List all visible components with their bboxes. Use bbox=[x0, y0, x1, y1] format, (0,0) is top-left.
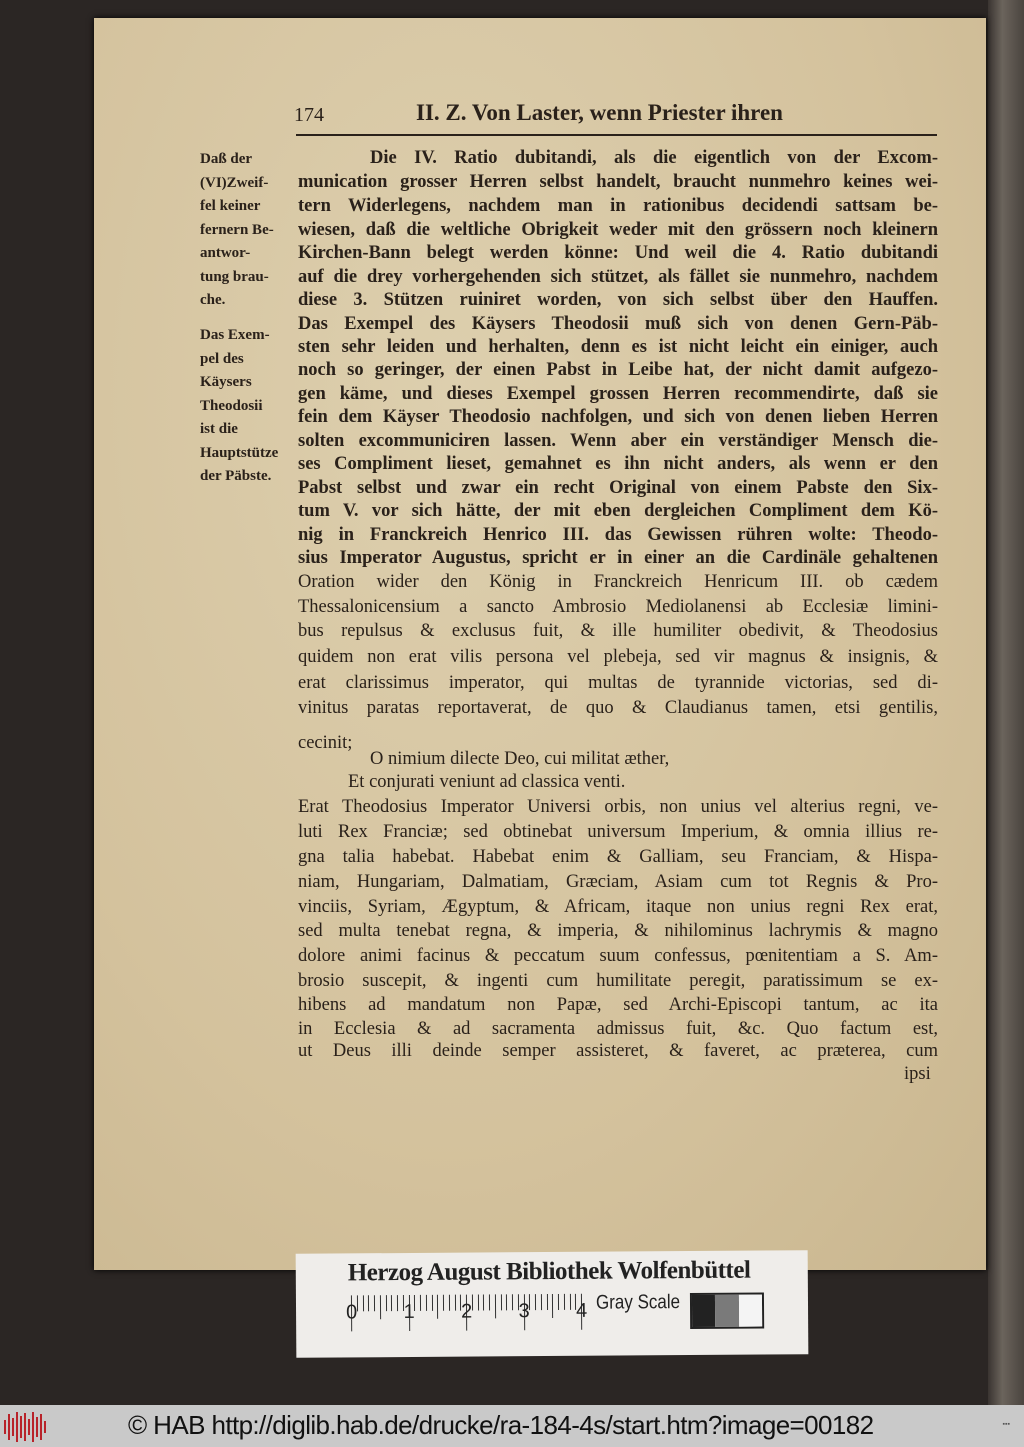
margin-note-line: tung brau- bbox=[200, 268, 269, 285]
ruler-tick bbox=[483, 1294, 484, 1310]
logo-bar bbox=[12, 1418, 14, 1436]
ruler-tick bbox=[374, 1295, 375, 1311]
gray-patch bbox=[715, 1295, 739, 1327]
library-name: Herzog August Bibliothek Wolfenbüttel bbox=[347, 1256, 751, 1287]
ruler-tick bbox=[569, 1294, 570, 1310]
body-text-line: in Ecclesia & ad sacramenta admissus fuit, &c. Quo factum est, bbox=[298, 1019, 938, 1039]
hab-logo-icon bbox=[4, 1411, 46, 1443]
logo-bar bbox=[4, 1420, 6, 1434]
ruler-tick bbox=[489, 1294, 490, 1310]
color-reference-card bbox=[296, 1250, 809, 1358]
logo-bar bbox=[44, 1421, 46, 1433]
header-rule bbox=[296, 134, 937, 136]
body-text-line: ut Deus illi deinde semper assisteret, & faveret, ac præterea, cum bbox=[298, 1041, 938, 1061]
running-title: II. Z. Von Laster, wenn Priester ihren bbox=[416, 100, 783, 125]
body-text-line: auf die drey vorhergehenden sich stützet, als fället sie nunmehro, nachdem bbox=[298, 267, 938, 287]
ruler-tick bbox=[541, 1294, 542, 1310]
gray-scale-label: Gray Scale bbox=[595, 1291, 681, 1314]
logo-bar bbox=[8, 1414, 10, 1440]
body-text-line: Die IV. Ratio dubitandi, als die eigentlich von der Excom- bbox=[370, 148, 938, 168]
body-text-line: Kirchen-Bann belegt werden könne: Und weil die 4. Ratio dubitandi bbox=[298, 243, 938, 263]
footer-mini-icon: ▪▪▪ bbox=[1002, 1421, 1010, 1428]
margin-note-line: che. bbox=[200, 292, 226, 308]
body-text-line: solten excommuniciren lassen. Wenn aber ein verständiger Mensch die- bbox=[298, 431, 938, 451]
body-text-line: gen käme, und dieses Exempel grossen Herren recommendirte, daß sie bbox=[298, 384, 938, 404]
ruler-label: 0 bbox=[345, 1301, 358, 1324]
margin-note-line: fernern Be- bbox=[200, 221, 274, 238]
body-text-line: Thessalonicensium a sancto Ambrosio Mediolanensi ab Ecclesiæ limini- bbox=[298, 597, 938, 617]
footer-bar bbox=[0, 1405, 1024, 1447]
copyright-link[interactable]: © HAB http://diglib.hab.de/drucke/ra-184-4s/start.htm?image=00182 bbox=[128, 1410, 874, 1440]
verse-line: O nimium dilecte Deo, cui militat æther, bbox=[370, 749, 670, 769]
catchword: ipsi bbox=[904, 1064, 931, 1084]
verse-line: Et conjurati veniunt ad classica venti. bbox=[348, 772, 626, 792]
logo-bar bbox=[36, 1417, 38, 1437]
body-text-line: Das Exempel des Käysers Theodosii muß sich von denen Gern-Päb- bbox=[298, 314, 938, 334]
body-text-line: Pabst selbst und zwar ein recht Original von einem Pabste den Six- bbox=[298, 478, 938, 498]
body-text-line: noch so geringer, der einen Pabst in Leibe hat, der nicht damit aufgezo- bbox=[298, 360, 938, 380]
body-text-line: luti Rex Franciæ; sed obtinebat universum Imperium, & omnia illius re- bbox=[298, 822, 938, 842]
margin-note-line: (VI)Zweif- bbox=[200, 174, 269, 191]
body-text-line: sten sehr leiden und herhalten, denn es ist nicht leicht ein einiger, auch bbox=[298, 337, 938, 357]
gray-patch bbox=[739, 1295, 763, 1327]
ruler-tick bbox=[362, 1295, 363, 1311]
body-text-line: gna talia habebat. Habebat enim & Galliam, seu Franciam, & Hispa- bbox=[298, 847, 938, 867]
gray-scale-patches bbox=[690, 1293, 764, 1330]
body-text-line: vinitus paratas reportaverat, de quo & Claudianus tamen, etsi gentilis, bbox=[298, 698, 938, 718]
ruler-tick bbox=[449, 1295, 450, 1311]
page-number: 174 bbox=[294, 104, 324, 126]
ruler-tick bbox=[535, 1294, 536, 1310]
body-text-line: brosio suscepit, & ingenti cum humilitate peregit, paratissimum se ex- bbox=[298, 971, 938, 991]
margin-note-line: fel keiner bbox=[200, 198, 261, 214]
ruler-tick bbox=[564, 1294, 565, 1310]
ruler-tick bbox=[431, 1295, 432, 1311]
gray-patch bbox=[692, 1295, 716, 1327]
body-text-line: sius Imperator Augustus, spricht er in einer an die Cardinäle gehaltenen bbox=[298, 548, 938, 568]
body-text-line: nig in Franckreich Henrico III. das Gewissen rühren wolte: Theodo- bbox=[298, 525, 938, 545]
body-text-line: hibens ad mandatum non Papæ, sed Archi-Episcopi tantum, ac ita bbox=[298, 995, 938, 1015]
logo-bar bbox=[20, 1416, 22, 1438]
ruler-tick bbox=[500, 1294, 501, 1310]
ruler-tick bbox=[552, 1294, 553, 1318]
ruler-label: 1 bbox=[403, 1300, 415, 1324]
margin-note-line: Theodosii bbox=[200, 397, 263, 414]
margin-note-line: ist die bbox=[200, 421, 238, 437]
body-text-line: dolore animi facinus & peccatum suum confessus, pœnitentiam a S. Am- bbox=[298, 946, 938, 966]
body-text-line: diese 3. Stützen ruiniret worden, von sich selbst über den Hauffen. bbox=[298, 290, 938, 310]
body-text-line: ses Compliment lieset, gemahnet es ihn nicht anders, als wenn er den bbox=[298, 454, 938, 474]
body-text-line: wiesen, daß die weltliche Obrigkeit weder mit den grössern noch kleinern bbox=[298, 220, 938, 240]
body-text-line: Erat Theodosius Imperator Universi orbis, non unius vel alterius regni, ve- bbox=[298, 797, 938, 817]
ruler-tick bbox=[443, 1295, 444, 1311]
ruler-tick bbox=[368, 1295, 369, 1311]
ruler-tick bbox=[426, 1295, 427, 1311]
ruler-tick bbox=[380, 1295, 381, 1319]
ruler-tick bbox=[391, 1295, 392, 1311]
body-text-line: tern Widerlegens, nachdem man in rationibus decidendi sattsam be- bbox=[298, 196, 938, 216]
ruler-tick bbox=[420, 1295, 421, 1311]
logo-bar bbox=[40, 1414, 42, 1440]
logo-bar bbox=[28, 1419, 30, 1435]
ruler-tick bbox=[558, 1294, 559, 1310]
margin-note-line: antwor- bbox=[200, 245, 251, 261]
margin-note-line: Das Exem- bbox=[200, 327, 270, 343]
ruler-tick bbox=[397, 1295, 398, 1311]
logo-bar bbox=[32, 1412, 34, 1442]
body-text-line: niam, Hungariam, Dalmatiam, Græciam, Asiam cum tot Regnis & Pro- bbox=[298, 872, 938, 892]
body-text-line: Oration wider den König in Franckreich Henricum III. ob cædem bbox=[298, 572, 938, 592]
ruler-tick bbox=[512, 1294, 513, 1310]
body-text-line: quidem non erat vilis persona vel plebeja, sed vir magnus & insignis, & bbox=[298, 647, 938, 667]
adjacent-page-edge bbox=[988, 0, 1024, 1405]
margin-note-line: pel des bbox=[200, 350, 244, 367]
ruler-tick bbox=[546, 1294, 547, 1310]
ruler-tick bbox=[437, 1295, 438, 1319]
logo-bar bbox=[24, 1413, 26, 1441]
margin-note-line: der Päbste. bbox=[200, 468, 272, 484]
ruler-tick bbox=[495, 1294, 496, 1318]
body-text-line: tum V. vor sich hätte, der mit eben dergleichen Compliment dem Kö- bbox=[298, 501, 938, 521]
body-text-line: erat clarissimus imperator, qui multas de tyrannide victorias, sed di- bbox=[298, 673, 938, 693]
ruler-tick bbox=[506, 1294, 507, 1310]
margin-note-line: Daß der bbox=[200, 151, 253, 167]
body-text-line: sed multa tenebat regna, & imperia, & nihilominus lachrymis & magno bbox=[298, 921, 938, 941]
body-text-line: bus repulsus & exclusus fuit, & ille humiliter obedivit, & Theodosius bbox=[298, 621, 938, 641]
ruler-label: 3 bbox=[518, 1300, 530, 1323]
logo-bar bbox=[16, 1412, 18, 1442]
ruler-label: 4 bbox=[575, 1299, 588, 1322]
body-text-line: munication grosser Herren selbst handelt, braucht nunmehro keines wei- bbox=[298, 172, 938, 192]
ruler-label: 2 bbox=[460, 1300, 473, 1323]
ruler-tick bbox=[477, 1295, 478, 1311]
body-text-line: cecinit; bbox=[298, 733, 353, 753]
body-text-line: fein dem Käyser Theodosio nachfolgen, und sich von denen lieben Herren bbox=[298, 407, 938, 427]
margin-note-line: Hauptstütze bbox=[200, 444, 279, 461]
ruler-tick bbox=[454, 1295, 455, 1311]
body-text-line: vinciis, Syriam, Ægyptum, & Africam, itaque non unius regni Rex erat, bbox=[298, 897, 938, 917]
ruler-tick bbox=[385, 1295, 386, 1311]
margin-note-line: Käysers bbox=[200, 374, 252, 390]
